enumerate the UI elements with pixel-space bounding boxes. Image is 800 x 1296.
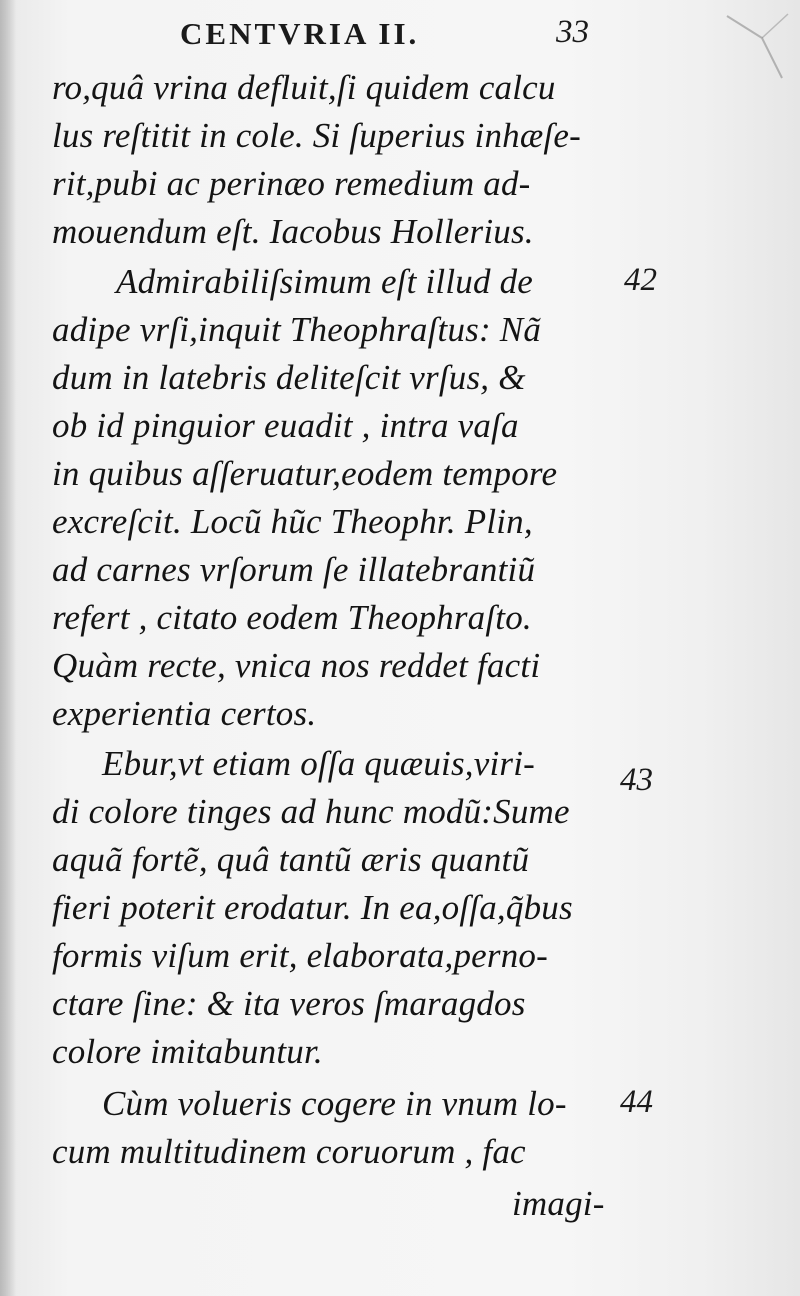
text-line: formis viſum erit, elaborata,perno-	[52, 936, 548, 975]
text-line: Cùm volueris cogere in vnum lo-	[102, 1084, 567, 1123]
text-line: cum multitudinem coruorum , fac	[52, 1132, 526, 1171]
text-line: ob id pinguior euadit , intra vaſa	[52, 406, 519, 445]
text-line: aquã fortẽ, quâ tantũ æris quantũ	[52, 840, 530, 879]
text-line: mouendum eſt. Iacobus Hollerius.	[52, 212, 534, 251]
text-line: experientia certos.	[52, 694, 317, 733]
gutter-shadow	[0, 0, 16, 1296]
catchword: imagi-	[512, 1184, 605, 1223]
text-line: ctare ſine: & ita veros ſmaragdos	[52, 984, 526, 1023]
text-line: lus reſtitit in cole. Si ſuperius inhæſe-	[52, 116, 581, 155]
text-line: adipe vrſi,inquit Theophraſtus: Nã	[52, 310, 542, 349]
text-line: Admirabiliſsimum eſt illud de	[116, 262, 534, 301]
margin-number: 44	[620, 1084, 653, 1120]
text-line: Quàm recte, vnica nos reddet facti	[52, 646, 541, 685]
text-line: refert , citato eodem Theophraſto.	[52, 598, 532, 637]
text-line: in quibus aſſeruatur,eodem tempore	[52, 454, 558, 493]
running-head: CENTVRIA II.	[180, 16, 420, 51]
margin-number: 42	[624, 262, 657, 298]
text-line: colore imitabuntur.	[52, 1032, 323, 1071]
text-line: dum in latebris deliteſcit vrſus, &	[52, 358, 526, 397]
paper-crease-mark	[722, 8, 792, 88]
text-line: excreſcit. Locũ hũc Theophr. Plin,	[52, 502, 533, 541]
text-line: Ebur,vt etiam oſſa quæuis,viri-	[102, 744, 535, 783]
text-line: rit,pubi ac perinæo remedium ad-	[52, 164, 531, 203]
text-line: fieri poterit erodatur. In ea,oſſa,q̃bus	[52, 888, 573, 927]
text-line: di colore tinges ad hunc modũ:Sume	[52, 792, 570, 831]
margin-number: 43	[620, 762, 653, 798]
page-number: 33	[556, 14, 589, 50]
text-line: ro,quâ vrina defluit,ſi quidem calcu	[52, 68, 556, 107]
text-line: ad carnes vrſorum ſe illatebrantiũ	[52, 550, 536, 589]
